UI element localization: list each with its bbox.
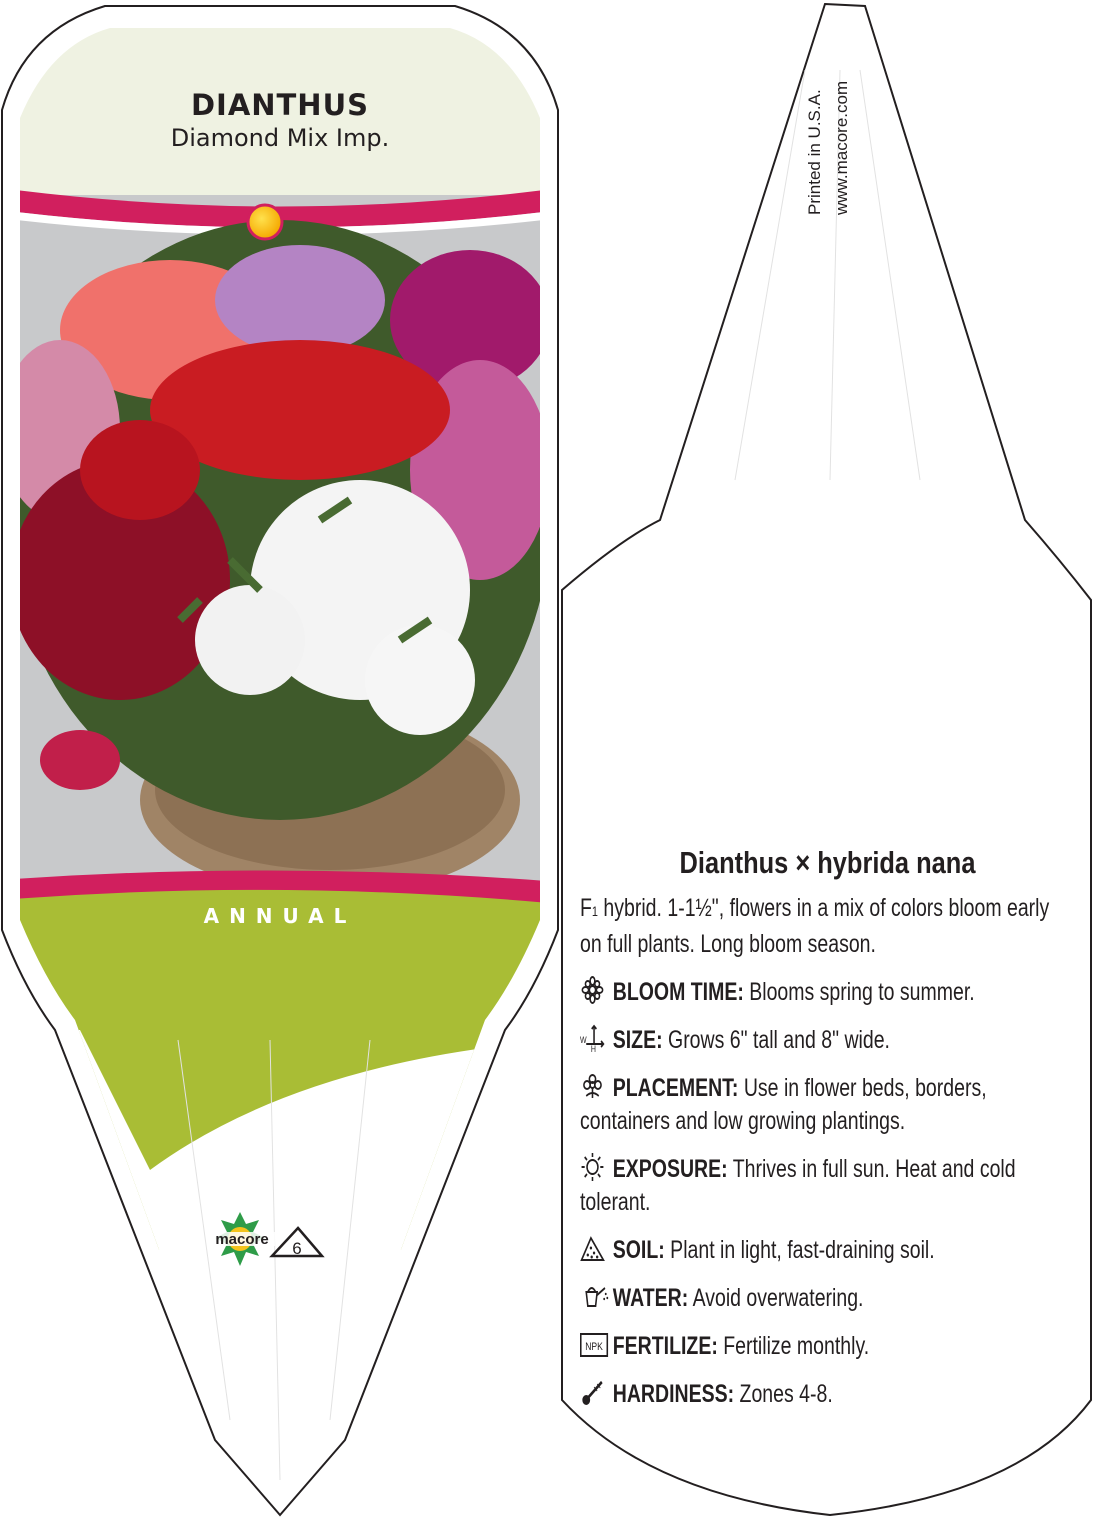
placement-row: PLACEMENT: Use in flower beds, borders, containers and low growing plantings.	[580, 1074, 987, 1135]
soil-icon	[580, 1234, 610, 1262]
website-text: www.macore.com	[832, 80, 851, 215]
thermometer-icon	[580, 1378, 610, 1406]
watering-can-icon	[580, 1282, 610, 1310]
fertilize-row: NPK FERTILIZE: Fertilize monthly.	[580, 1330, 1064, 1363]
brand-text: macore	[215, 1231, 269, 1248]
npk-icon	[580, 1330, 610, 1358]
variety-name: Diamond Mix Imp.	[170, 124, 390, 152]
recycle-code: 6	[292, 1239, 302, 1258]
flower-icon	[580, 976, 610, 1004]
botanical-name: Dianthus × hybrida nana	[679, 845, 976, 880]
printed-in-text: Printed in U.S.A.	[805, 89, 824, 215]
svg-text:H: H	[590, 1044, 596, 1052]
category-label: ANNUAL	[203, 904, 357, 928]
water-row: WATER: Avoid overwatering.	[580, 1282, 1064, 1315]
macore-logo	[205, 1210, 335, 1270]
sun-icon	[580, 1153, 610, 1181]
full-sun-icon	[248, 205, 282, 239]
svg-text:NPK: NPK	[585, 1341, 603, 1354]
size-arrows-icon	[580, 1024, 610, 1052]
bloom-time-row: BLOOM TIME: Blooms spring to summer.	[580, 976, 1064, 1009]
size-row: W H SIZE: Grows 6" tall and 8" wide.	[580, 1026, 890, 1054]
print-info	[720, 55, 900, 235]
svg-text:W: W	[580, 1035, 587, 1046]
exposure-row: EXPOSURE: Thrives in full sun. Heat and cold tolerant.	[580, 1155, 1016, 1216]
intro-paragraph: F1 hybrid. 1-1½", flowers in a mix of colors bloom early on full plants. Long bloom season.	[580, 894, 1050, 958]
care-info	[580, 892, 1064, 1426]
soil-row: SOIL: Plant in light, fast-draining soil.	[580, 1234, 1064, 1267]
placement-icon	[580, 1072, 610, 1100]
species-name: DIANTHUS	[190, 88, 370, 122]
hardiness-row: HARDINESS: Zones 4-8.	[580, 1378, 1064, 1411]
